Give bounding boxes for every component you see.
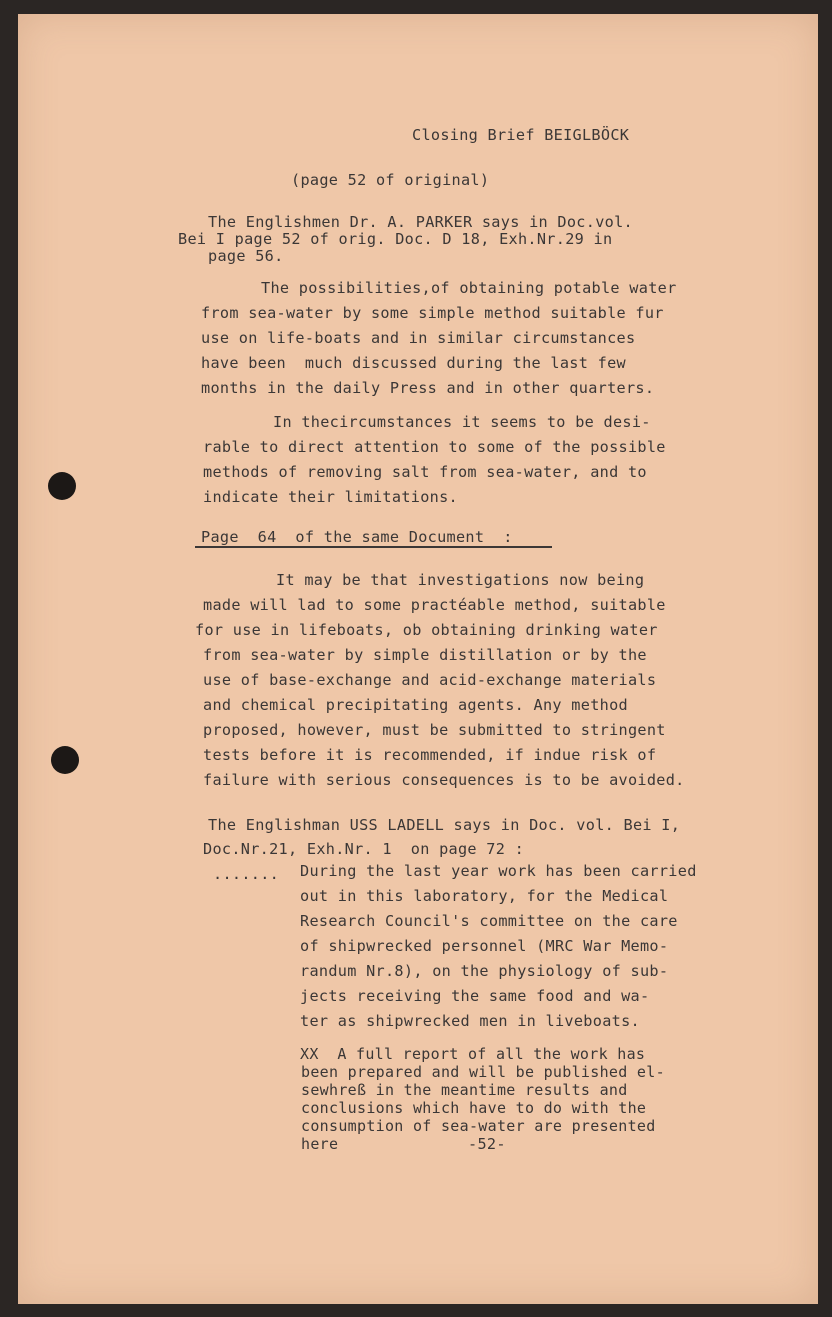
document-header: Closing Brief BEIGLBÖCK <box>412 126 630 144</box>
parker-quote-line: In thecircumstances it seems to be desi- <box>273 413 651 431</box>
page64-line: for use in lifeboats, ob obtaining drinking water <box>195 621 658 639</box>
page64-line: It may be that investigations now being <box>276 571 645 589</box>
page64-line: made will lad to some practéable method, suitable <box>203 596 666 614</box>
section-heading: Page 64 of the same Document : <box>201 528 513 546</box>
parker-quote-line: from sea-water by some simple method suitable fur <box>201 304 664 322</box>
parker-quote-line: indicate their limitations. <box>203 488 458 506</box>
page64-line: and chemical precipitating agents. Any method <box>203 696 628 714</box>
page64-line: proposed, however, must be submitted to stringent <box>203 721 666 739</box>
ladell-quote-line: ter as shipwrecked men in liveboats. <box>300 1012 640 1030</box>
page64-line: use of base-exchange and acid-exchange materials <box>203 671 657 689</box>
ladell-quote-line: jects receiving the same food and wa- <box>300 987 650 1005</box>
footnote-line: consumption of sea-water are presented <box>301 1117 656 1135</box>
parker-quote-line: The possibilities,of obtaining potable water <box>261 279 677 297</box>
parker-quote-line: use on life-boats and in similar circumstances <box>201 329 636 347</box>
ladell-quote-line: randum Nr.8), on the physiology of sub- <box>300 962 669 980</box>
ladell-quote-line: of shipwrecked personnel (MRC War Memo- <box>300 937 669 955</box>
footnote-line: XX A full report of all the work has <box>300 1045 646 1063</box>
page64-line: tests before it is recommended, if indue risk of <box>203 746 657 764</box>
footnote-line: here <box>301 1135 339 1153</box>
footnote-line: sewhreß in the meantime results and <box>301 1081 628 1099</box>
punch-hole <box>51 746 79 774</box>
punch-hole <box>48 472 76 500</box>
parker-quote-line: methods of removing salt from sea-water, and to <box>203 463 647 481</box>
ladell-quote-line: During the last year work has been carried <box>300 862 697 880</box>
ellipsis-marker: ....... <box>213 865 280 883</box>
footnote-line: conclusions which have to do with the <box>301 1099 647 1117</box>
page-number: -52- <box>468 1135 506 1153</box>
parker-intro-line: page 56. <box>208 247 284 265</box>
ladell-intro-line: Doc.Nr.21, Exh.Nr. 1 on page 72 : <box>203 840 525 858</box>
document-page <box>18 14 818 1304</box>
footnote-line: been prepared and will be published el- <box>301 1063 665 1081</box>
page64-line: from sea-water by simple distillation or by the <box>203 646 647 664</box>
ladell-quote-line: out in this laboratory, for the Medical <box>300 887 669 905</box>
parker-intro-line: Bei I page 52 of orig. Doc. D 18, Exh.Nr.29 in <box>178 230 613 248</box>
page64-line: failure with serious consequences is to be avoided. <box>203 771 685 789</box>
parker-quote-line: rable to direct attention to some of the possible <box>203 438 666 456</box>
heading-underline <box>195 546 552 548</box>
parker-quote-line: have been much discussed during the last few <box>201 354 626 372</box>
parker-intro-line: The Englishmen Dr. A. PARKER says in Doc.vol. <box>208 213 633 231</box>
ladell-quote-line: Research Council's committee on the care <box>300 912 678 930</box>
page-reference: (page 52 of original) <box>291 171 490 189</box>
ladell-intro-line: The Englishman USS LADELL says in Doc. vol. Bei I, <box>208 816 681 834</box>
parker-quote-line: months in the daily Press and in other quarters. <box>201 379 655 397</box>
